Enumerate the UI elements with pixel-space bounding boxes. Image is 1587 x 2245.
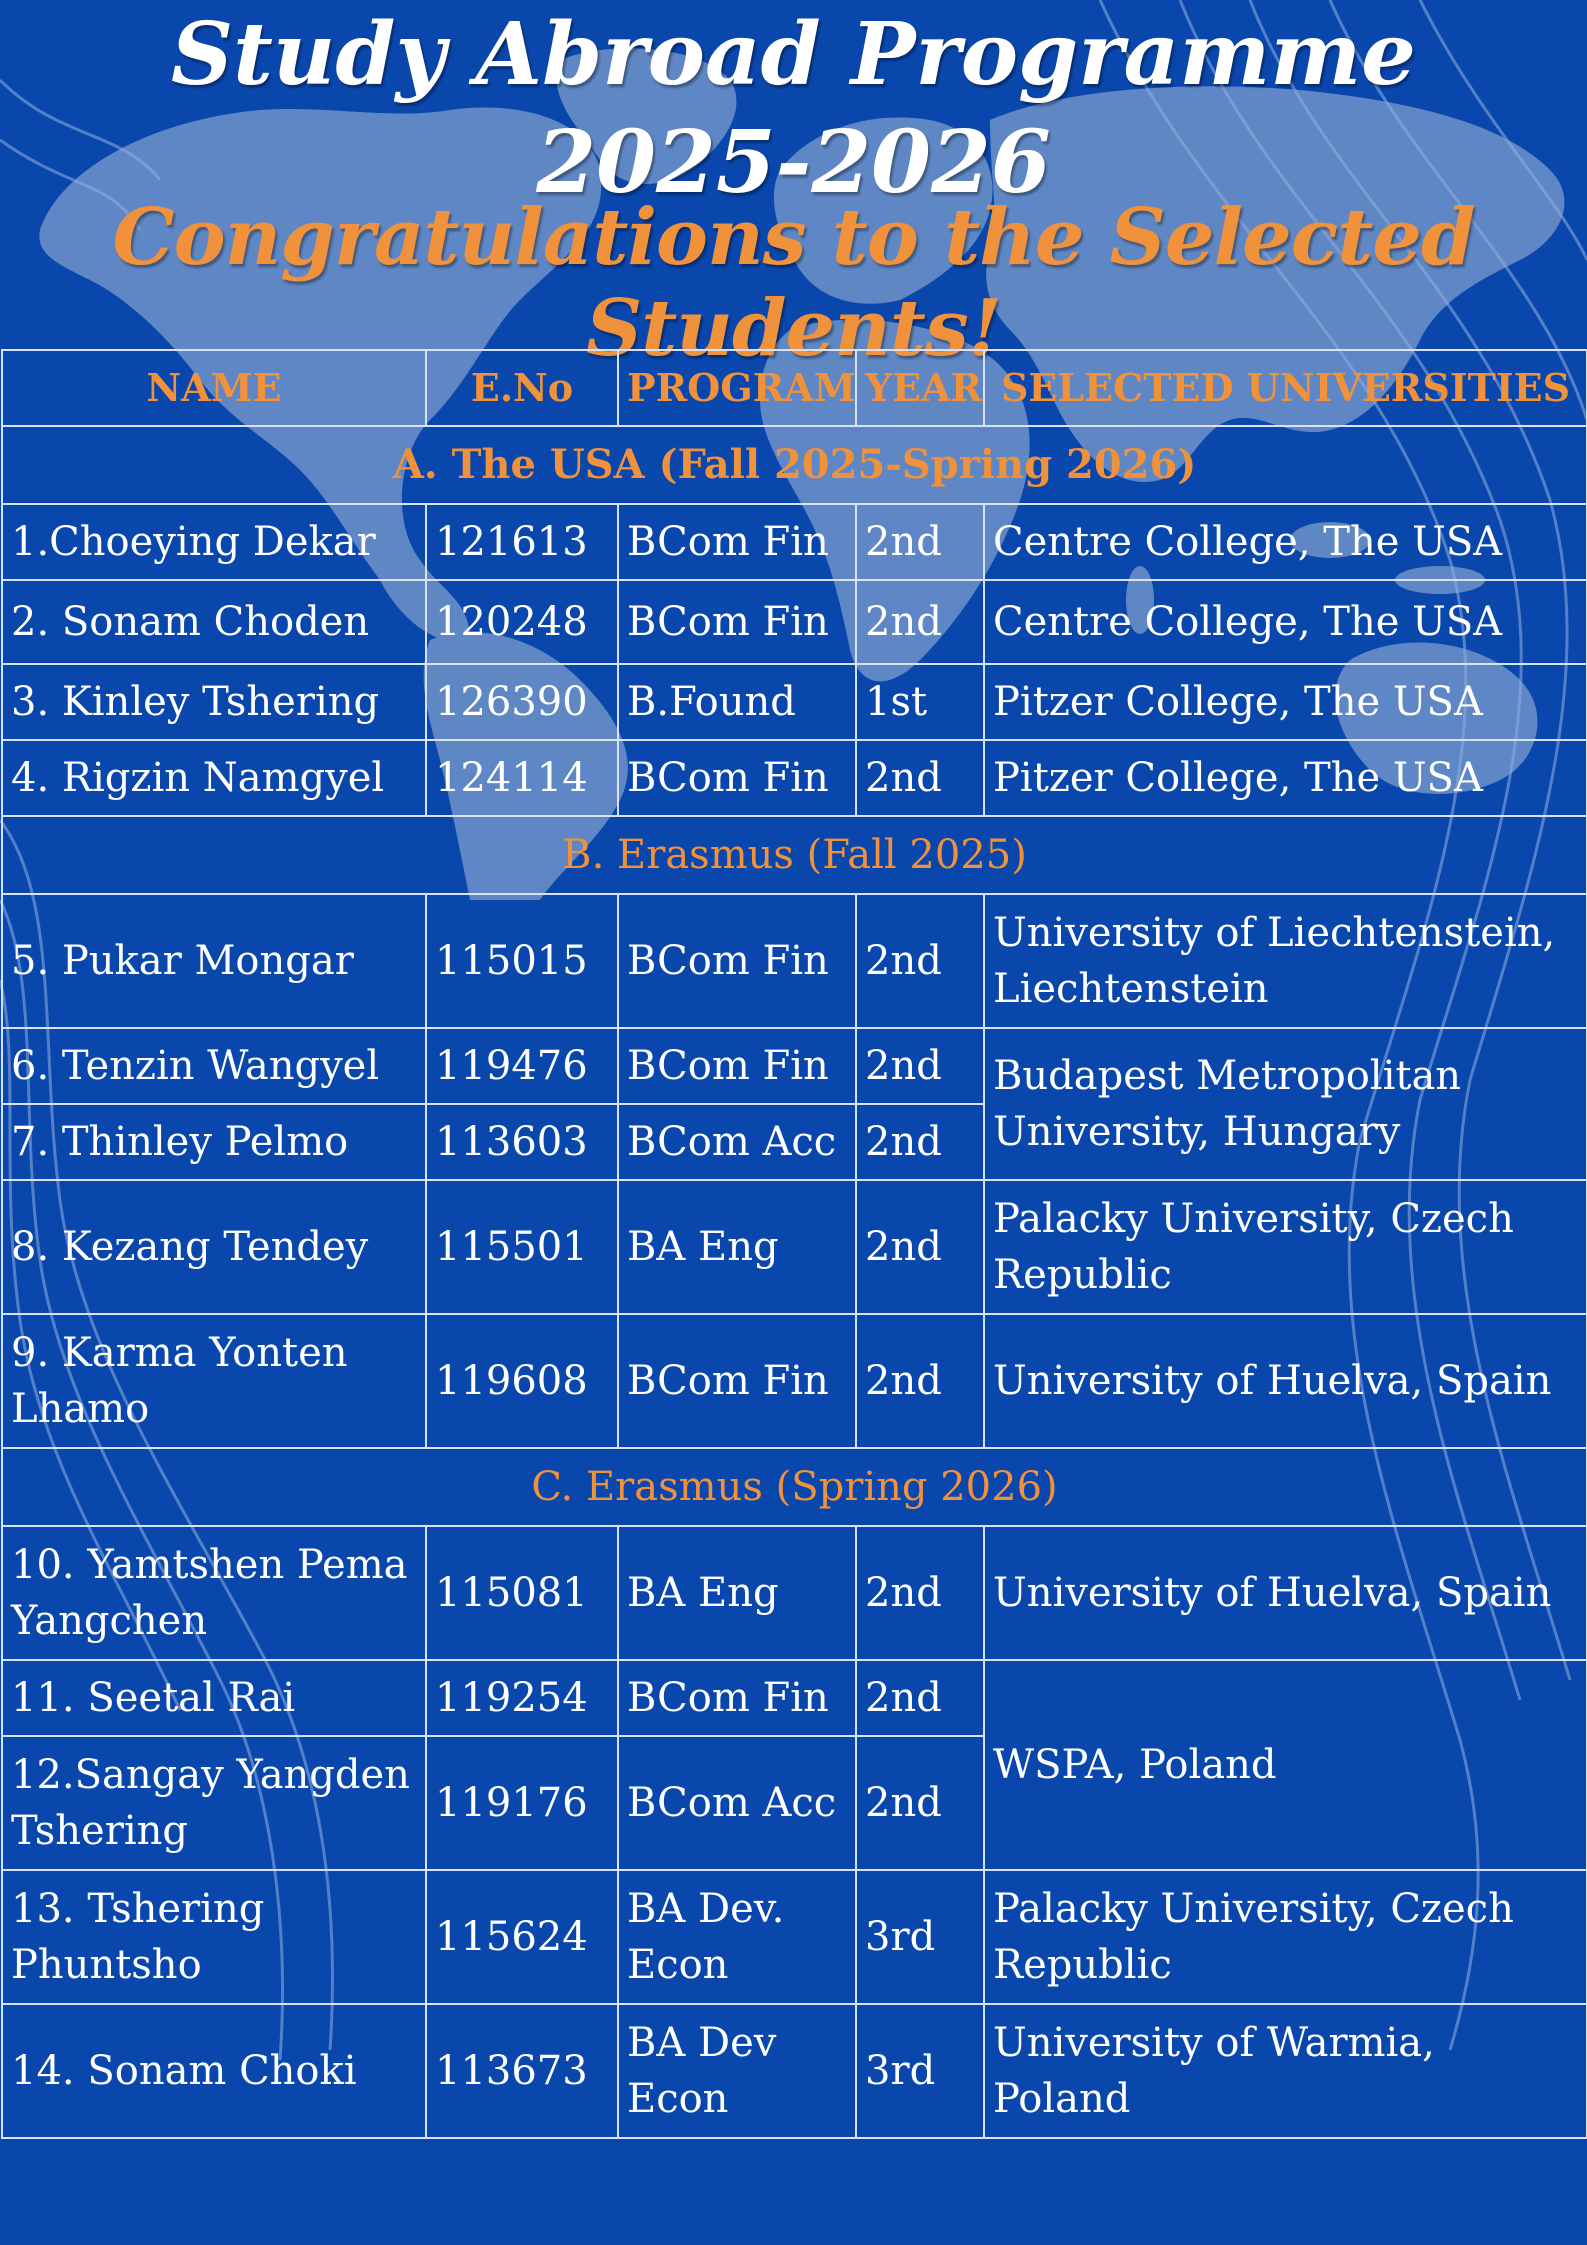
year: 2nd (856, 1314, 984, 1448)
program: BCom Acc (618, 1736, 856, 1870)
table-header-row (2, 350, 1587, 426)
university: University of Huelva, Spain (984, 1314, 1587, 1448)
year: 1st (856, 664, 984, 740)
enrollment-number: 115015 (426, 894, 618, 1028)
university: University of Huelva, Spain (984, 1526, 1587, 1660)
program: BA Eng (618, 1526, 856, 1660)
student-name: 7. Thinley Pelmo (2, 1104, 426, 1180)
program: BCom Fin (618, 1314, 856, 1448)
university: Centre College, The USA (984, 580, 1587, 664)
enrollment-number: 115624 (426, 1870, 618, 2004)
year: 3rd (856, 1870, 984, 2004)
table-row (2, 580, 1587, 664)
university: University of Warmia, Poland (984, 2004, 1587, 2138)
year: 2nd (856, 580, 984, 664)
student-name: 5. Pukar Mongar (2, 894, 426, 1028)
table-row (2, 1028, 1587, 1104)
enrollment-number: 120248 (426, 580, 618, 664)
table-row (2, 2004, 1587, 2138)
university: Budapest Metropolitan University, Hungary (984, 1028, 1587, 1180)
program: BA Dev. Econ (618, 1870, 856, 2004)
university: University of Liechtenstein, Liechtenstein (984, 894, 1587, 1028)
program: BCom Fin (618, 504, 856, 580)
year: 2nd (856, 504, 984, 580)
section-heading: A. The USA (Fall 2025-Spring 2026) (2, 426, 1587, 504)
header-name: NAME (2, 350, 426, 426)
program: BCom Acc (618, 1104, 856, 1180)
programme-title: Study Abroad Programme (171, 4, 1416, 105)
university: Palacky University, Czech Republic (984, 1870, 1587, 2004)
student-name: 12.Sangay Yangden Tshering (2, 1736, 426, 1870)
year: 3rd (856, 2004, 984, 2138)
enrollment-number: 119176 (426, 1736, 618, 1870)
enrollment-number: 115081 (426, 1526, 618, 1660)
program: BA Dev Econ (618, 2004, 856, 2138)
header-program: PROGRAM (618, 350, 856, 426)
enrollment-number: 113673 (426, 2004, 618, 2138)
program: BCom Fin (618, 1660, 856, 1736)
student-name: 6. Tenzin Wangyel (2, 1028, 426, 1104)
section-heading-row (2, 1448, 1587, 1526)
enrollment-number: 121613 (426, 504, 618, 580)
university: Pitzer College, The USA (984, 664, 1587, 740)
year: 2nd (856, 1180, 984, 1314)
header-universities: SELECTED UNIVERSITIES (984, 350, 1587, 426)
enrollment-number: 113603 (426, 1104, 618, 1180)
enrollment-number: 124114 (426, 740, 618, 816)
student-name: 3. Kinley Tshering (2, 664, 426, 740)
program: BA Eng (618, 1180, 856, 1314)
header-year: YEAR (856, 350, 984, 426)
selected-students-table (1, 349, 1587, 2139)
university: WSPA, Poland (984, 1660, 1587, 1870)
student-name: 11. Seetal Rai (2, 1660, 426, 1736)
header-eno: E.No (426, 350, 618, 426)
year: 2nd (856, 1736, 984, 1870)
student-name: 9. Karma Yonten Lhamo (2, 1314, 426, 1448)
student-name: 10. Yamtshen Pema Yangchen (2, 1526, 426, 1660)
year: 2nd (856, 1660, 984, 1736)
year: 2nd (856, 1028, 984, 1104)
year: 2nd (856, 740, 984, 816)
section-heading-row (2, 816, 1587, 894)
enrollment-number: 119608 (426, 1314, 618, 1448)
program: BCom Fin (618, 580, 856, 664)
student-name: 8. Kezang Tendey (2, 1180, 426, 1314)
student-name: 14. Sonam Choki (2, 2004, 426, 2138)
programme-years: 2025-2026 (536, 112, 1051, 213)
university: Pitzer College, The USA (984, 740, 1587, 816)
table-row (2, 664, 1587, 740)
table-row (2, 894, 1587, 1028)
congratulations-banner: Congratulations to the Selected Students! (112, 192, 1475, 374)
table-row (2, 1660, 1587, 1736)
table-row (2, 1870, 1587, 2004)
table-row (2, 504, 1587, 580)
student-name: 1.Choeying Dekar (2, 504, 426, 580)
student-name: 13. Tshering Phuntsho (2, 1870, 426, 2004)
section-heading: C. Erasmus (Spring 2026) (2, 1448, 1587, 1526)
enrollment-number: 119254 (426, 1660, 618, 1736)
program: B.Found (618, 664, 856, 740)
year: 2nd (856, 894, 984, 1028)
year: 2nd (856, 1526, 984, 1660)
table-row (2, 740, 1587, 816)
section-heading-row (2, 426, 1587, 504)
program: BCom Fin (618, 894, 856, 1028)
enrollment-number: 115501 (426, 1180, 618, 1314)
university: Palacky University, Czech Republic (984, 1180, 1587, 1314)
enrollment-number: 119476 (426, 1028, 618, 1104)
program: BCom Fin (618, 740, 856, 816)
section-heading: B. Erasmus (Fall 2025) (2, 816, 1587, 894)
table-row (2, 1526, 1587, 1660)
program: BCom Fin (618, 1028, 856, 1104)
year: 2nd (856, 1104, 984, 1180)
university: Centre College, The USA (984, 504, 1587, 580)
student-name: 4. Rigzin Namgyel (2, 740, 426, 816)
enrollment-number: 126390 (426, 664, 618, 740)
table-row (2, 1314, 1587, 1448)
table-row (2, 1180, 1587, 1314)
student-name: 2. Sonam Choden (2, 580, 426, 664)
